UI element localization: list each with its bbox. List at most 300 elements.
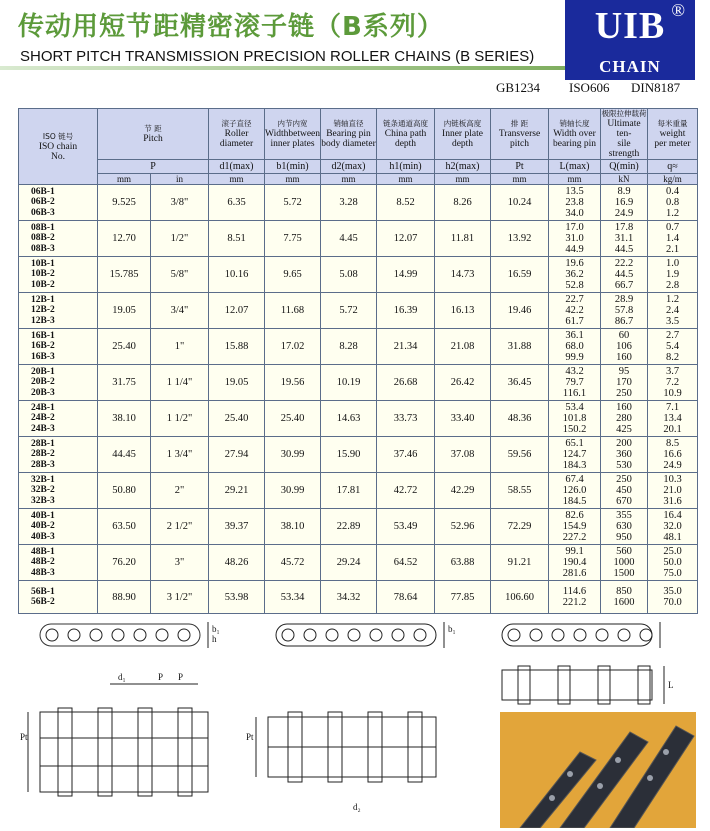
unit-transverse: mm bbox=[491, 174, 549, 185]
col-header-tensile-en2: sile strength bbox=[608, 139, 640, 159]
cell-tensile-line: 1000 bbox=[613, 557, 635, 568]
chain-row bbox=[19, 545, 698, 581]
cell-tensile-line: 160 bbox=[616, 402, 632, 413]
cell-pitch-in: 5/8" bbox=[151, 257, 209, 293]
chain-row bbox=[19, 185, 698, 221]
label-l: L bbox=[668, 680, 674, 690]
cell-iso-line: 48B-1 bbox=[31, 546, 55, 557]
cell-path-depth: 64.52 bbox=[377, 545, 435, 581]
cell-iso bbox=[19, 437, 98, 473]
cell-iso-line: 32B-1 bbox=[31, 474, 55, 485]
title-underline-bar bbox=[0, 66, 565, 70]
cell-plate-depth: 52.96 bbox=[435, 509, 491, 545]
col-header-pin bbox=[321, 109, 377, 160]
cell-path-depth: 12.07 bbox=[377, 221, 435, 257]
cell-plate-depth: 11.81 bbox=[435, 221, 491, 257]
cell-pin-length-line: 221.2 bbox=[562, 597, 587, 608]
cell-pitch-mm: 9.525 bbox=[98, 185, 151, 221]
cell-iso-line: 32B-2 bbox=[31, 485, 55, 496]
cell-iso-line: 56B-1 bbox=[31, 586, 55, 597]
col-header-roller-cn: 滚子直径 bbox=[221, 119, 252, 128]
cell-pin-length-line: 190.4 bbox=[562, 557, 587, 568]
cell-weight-line: 16.6 bbox=[663, 449, 682, 460]
cell-pin-length bbox=[549, 185, 601, 221]
cell-iso bbox=[19, 257, 98, 293]
cell-tensile bbox=[601, 581, 648, 614]
cell-tensile bbox=[601, 437, 648, 473]
col-header-weight-en2: per meter bbox=[654, 139, 691, 149]
col-header-roller-en1: Roller bbox=[224, 129, 249, 139]
cell-plate-depth: 8.26 bbox=[435, 185, 491, 221]
cell-weight-line: 75.0 bbox=[663, 568, 682, 579]
cell-path-depth: 33.73 bbox=[377, 401, 435, 437]
cell-pin-length-line: 43.2 bbox=[565, 366, 584, 377]
cell-roller-diameter: 39.37 bbox=[209, 509, 265, 545]
cell-tensile bbox=[601, 257, 648, 293]
col-header-inner-width-en1: Widthbetween bbox=[265, 129, 321, 139]
cell-pitch-mm: 44.45 bbox=[98, 437, 151, 473]
cell-iso-line: 48B-3 bbox=[31, 567, 55, 578]
cell-pin-length-line: 184.3 bbox=[562, 460, 587, 471]
cell-pin-length-line: 19.6 bbox=[565, 258, 584, 269]
cell-plate-depth: 21.08 bbox=[435, 329, 491, 365]
title-english: SHORT PITCH TRANSMISSION PRECISION ROLLER CHAINS (B SERIES) bbox=[20, 48, 535, 65]
cell-iso-line: 40B-1 bbox=[31, 510, 55, 521]
chain-row bbox=[19, 257, 698, 293]
chain-product-photo bbox=[500, 712, 696, 828]
cell-pin-diameter: 8.28 bbox=[321, 329, 377, 365]
cell-iso bbox=[19, 221, 98, 257]
cell-tensile-line: 8.9 bbox=[617, 186, 631, 197]
cell-tensile-line: 16.9 bbox=[614, 197, 634, 208]
label-h: h bbox=[212, 634, 217, 644]
cell-transverse-pitch: 91.21 bbox=[491, 545, 549, 581]
cell-inner-width: 19.56 bbox=[265, 365, 321, 401]
cell-plate-depth: 63.88 bbox=[435, 545, 491, 581]
col-header-tensile-en1: Ultimate ten- bbox=[607, 119, 641, 139]
cell-tensile-line: 44.5 bbox=[614, 244, 634, 255]
cell-pin-diameter: 14.63 bbox=[321, 401, 377, 437]
cell-iso-line: 28B-3 bbox=[31, 459, 55, 470]
col-header-plate-en1: Inner plate bbox=[442, 129, 483, 139]
cell-weight-line: 2.1 bbox=[665, 244, 680, 255]
cell-iso bbox=[19, 545, 98, 581]
uib-chain-logo bbox=[565, 0, 695, 80]
cell-pitch-in: 3/8" bbox=[151, 185, 209, 221]
cell-iso-line: 20B-2 bbox=[31, 377, 55, 388]
col-header-iso bbox=[19, 109, 98, 185]
label-d2: d₂ bbox=[353, 802, 361, 812]
chain-top-view-duplex bbox=[256, 712, 436, 782]
cell-inner-width: 25.40 bbox=[265, 401, 321, 437]
cell-tensile-line: 355 bbox=[616, 510, 632, 521]
cell-weight-line: 8.2 bbox=[665, 352, 680, 363]
cell-pin-length-line: 116.1 bbox=[562, 388, 587, 399]
chain-side-view-triplex bbox=[502, 622, 660, 648]
cell-pitch-in: 1 3/4" bbox=[151, 437, 209, 473]
cell-tensile-line: 86.7 bbox=[614, 316, 634, 327]
unit-plate: mm bbox=[435, 174, 491, 185]
col-header-plate bbox=[435, 109, 491, 160]
cell-weight-line: 1.0 bbox=[665, 258, 680, 269]
cell-pin-length bbox=[549, 437, 601, 473]
col-header-iso-cn: ISO 链号 bbox=[42, 131, 74, 141]
unit-pin: mm bbox=[321, 174, 377, 185]
cell-roller-diameter: 53.98 bbox=[209, 581, 265, 614]
cell-tensile-line: 57.8 bbox=[614, 305, 634, 316]
cell-pitch-mm: 12.70 bbox=[98, 221, 151, 257]
cell-transverse-pitch: 31.88 bbox=[491, 329, 549, 365]
cell-tensile bbox=[601, 473, 648, 509]
col-header-roller-en2: diameter bbox=[219, 139, 254, 149]
cell-transverse-pitch: 58.55 bbox=[491, 473, 549, 509]
unit-tensile: kN bbox=[601, 174, 648, 185]
chain-top-view-simplex bbox=[502, 666, 664, 704]
cell-pin-length bbox=[549, 581, 601, 614]
cell-pin-length-line: 126.0 bbox=[562, 485, 587, 496]
cell-iso-line: 24B-3 bbox=[31, 423, 55, 434]
cell-path-depth: 8.52 bbox=[377, 185, 435, 221]
cell-path-depth: 26.68 bbox=[377, 365, 435, 401]
cell-plate-depth: 37.08 bbox=[435, 437, 491, 473]
cell-inner-width: 30.99 bbox=[265, 473, 321, 509]
cell-pitch-in: 2 1/2" bbox=[151, 509, 209, 545]
cell-weight-line: 8.5 bbox=[665, 438, 680, 449]
chain-row bbox=[19, 473, 698, 509]
cell-weight-line: 1.2 bbox=[665, 294, 680, 305]
cell-tensile bbox=[601, 221, 648, 257]
cell-pin-diameter: 15.90 bbox=[321, 437, 377, 473]
col-header-inner-width bbox=[265, 109, 321, 160]
cell-pin-diameter: 4.45 bbox=[321, 221, 377, 257]
label-d1: d₁ bbox=[118, 672, 126, 682]
cell-roller-diameter: 29.21 bbox=[209, 473, 265, 509]
cell-weight-line: 3.7 bbox=[665, 366, 680, 377]
chain-row bbox=[19, 293, 698, 329]
cell-path-depth: 37.46 bbox=[377, 437, 435, 473]
col-header-roller bbox=[209, 109, 265, 160]
cell-tensile bbox=[601, 185, 648, 221]
cell-tensile-line: 850 bbox=[616, 586, 632, 597]
unit-pitch-in: in bbox=[151, 174, 209, 185]
cell-tensile-line: 106 bbox=[616, 341, 632, 352]
cell-pitch-in: 3 1/2" bbox=[151, 581, 209, 614]
cell-pin-length-line: 154.9 bbox=[562, 521, 587, 532]
cell-transverse-pitch: 72.29 bbox=[491, 509, 549, 545]
cell-path-depth: 14.99 bbox=[377, 257, 435, 293]
cell-weight-line: 7.2 bbox=[665, 377, 680, 388]
cell-tensile-line: 66.7 bbox=[614, 280, 634, 291]
standard-gb: GB1234 bbox=[496, 80, 541, 95]
cell-pin-length-line: 65.1 bbox=[565, 438, 584, 449]
cell-pin-length-line: 124.7 bbox=[562, 449, 587, 460]
cell-pin-length-line: 61.7 bbox=[565, 316, 584, 327]
title-chinese: 传动用短节距精密滚子链（B系列） bbox=[18, 12, 444, 42]
col-header-path-cn: 链条通道高度 bbox=[383, 119, 428, 128]
cell-path-depth: 16.39 bbox=[377, 293, 435, 329]
cell-iso-line: 56B-2 bbox=[31, 597, 55, 607]
cell-roller-diameter: 48.26 bbox=[209, 545, 265, 581]
cell-weight-line: 1.9 bbox=[665, 269, 680, 280]
cell-path-depth: 78.64 bbox=[377, 581, 435, 614]
cell-tensile-line: 95 bbox=[618, 366, 630, 377]
cell-weight bbox=[648, 401, 698, 437]
cell-transverse-pitch: 16.59 bbox=[491, 257, 549, 293]
chain-row bbox=[19, 329, 698, 365]
cell-pitch-mm: 38.10 bbox=[98, 401, 151, 437]
cell-tensile-line: 630 bbox=[616, 521, 632, 532]
cell-inner-width: 11.68 bbox=[265, 293, 321, 329]
cell-weight-line: 1.4 bbox=[665, 233, 680, 244]
cell-roller-diameter: 12.07 bbox=[209, 293, 265, 329]
cell-iso-line: 10B-2 bbox=[31, 279, 55, 290]
cell-inner-width: 30.99 bbox=[265, 437, 321, 473]
cell-tensile bbox=[601, 509, 648, 545]
cell-pin-length bbox=[549, 293, 601, 329]
cell-weight-line: 7.1 bbox=[665, 402, 680, 413]
cell-inner-width: 5.72 bbox=[265, 185, 321, 221]
col-header-inner-width-cn: 内节内宽 bbox=[277, 119, 308, 128]
cell-transverse-pitch: 106.60 bbox=[491, 581, 549, 614]
cell-weight-line: 10.3 bbox=[663, 474, 682, 485]
cell-weight-line: 25.0 bbox=[663, 546, 682, 557]
cell-pin-length bbox=[549, 221, 601, 257]
cell-weight bbox=[648, 581, 698, 614]
label-b1-simplex: b₁ bbox=[212, 624, 220, 634]
unit-weight: kg/m bbox=[648, 174, 698, 185]
cell-pitch-in: 3/4" bbox=[151, 293, 209, 329]
cell-weight-line: 0.4 bbox=[665, 186, 680, 197]
cell-weight-line: 50.0 bbox=[663, 557, 682, 568]
cell-weight-line: 3.5 bbox=[665, 316, 680, 327]
cell-pin-length bbox=[549, 401, 601, 437]
cell-pin-length-line: 17.0 bbox=[565, 222, 584, 233]
cell-pin-diameter: 3.28 bbox=[321, 185, 377, 221]
cell-iso-line: 24B-1 bbox=[31, 402, 55, 413]
cell-pin-length-line: 22.7 bbox=[565, 294, 584, 305]
cell-tensile-line: 1600 bbox=[613, 597, 635, 608]
symbol-tensile: Q(min) bbox=[601, 160, 648, 174]
symbol-transverse: Pt bbox=[491, 160, 549, 174]
cell-tensile bbox=[601, 401, 648, 437]
cell-inner-width: 9.65 bbox=[265, 257, 321, 293]
cell-iso bbox=[19, 293, 98, 329]
chain-spec-table-wrap bbox=[18, 108, 697, 608]
cell-weight bbox=[648, 545, 698, 581]
cell-tensile-line: 22.2 bbox=[614, 258, 634, 269]
cell-iso bbox=[19, 473, 98, 509]
col-header-pin-en1: Bearing pin bbox=[326, 129, 371, 139]
cell-pin-diameter: 29.24 bbox=[321, 545, 377, 581]
cell-pin-length bbox=[549, 329, 601, 365]
cell-iso-line: 16B-2 bbox=[31, 341, 55, 352]
cell-pin-length-line: 23.8 bbox=[565, 197, 584, 208]
cell-inner-width: 17.02 bbox=[265, 329, 321, 365]
cell-iso-line: 12B-1 bbox=[31, 294, 55, 305]
cell-weight bbox=[648, 365, 698, 401]
cell-tensile-line: 450 bbox=[616, 485, 632, 496]
cell-pin-length-line: 101.8 bbox=[562, 413, 587, 424]
cell-pin-length-line: 99.9 bbox=[565, 352, 584, 363]
cell-weight-line: 2.8 bbox=[665, 280, 680, 291]
cell-path-depth: 42.72 bbox=[377, 473, 435, 509]
chain-row bbox=[19, 581, 698, 614]
chain-row bbox=[19, 401, 698, 437]
cell-iso-line: 20B-1 bbox=[31, 366, 55, 377]
cell-tensile-line: 31.1 bbox=[614, 233, 634, 244]
cell-weight-line: 10.9 bbox=[663, 388, 682, 399]
spec-table-body bbox=[19, 185, 698, 614]
cell-pin-length-line: 53.4 bbox=[565, 402, 584, 413]
cell-plate-depth: 14.73 bbox=[435, 257, 491, 293]
symbol-weight: q≈ bbox=[648, 160, 698, 174]
cell-pitch-mm: 50.80 bbox=[98, 473, 151, 509]
cell-path-depth: 53.49 bbox=[377, 509, 435, 545]
col-header-transverse-en1: Transverse bbox=[498, 129, 541, 139]
cell-weight-line: 21.0 bbox=[663, 485, 682, 496]
col-header-weight-cn: 每米重量 bbox=[657, 119, 688, 128]
cell-iso bbox=[19, 509, 98, 545]
chain-side-view-duplex bbox=[276, 622, 444, 648]
cell-pin-length-line: 114.6 bbox=[562, 586, 587, 597]
symbol-roller: d1(max) bbox=[209, 160, 265, 174]
cell-tensile-line: 24.9 bbox=[614, 208, 634, 219]
cell-pitch-mm: 31.75 bbox=[98, 365, 151, 401]
label-b1-duplex: b₁ bbox=[448, 624, 456, 634]
col-header-path-en2: depth bbox=[394, 139, 417, 149]
cell-pin-length-line: 13.5 bbox=[565, 186, 584, 197]
cell-weight bbox=[648, 509, 698, 545]
standard-din: DIN8187 bbox=[631, 80, 681, 95]
cell-pin-length-line: 44.9 bbox=[565, 244, 584, 255]
cell-pin-length bbox=[549, 257, 601, 293]
col-header-path bbox=[377, 109, 435, 160]
cell-weight-line: 2.7 bbox=[665, 330, 680, 341]
cell-pin-diameter: 34.32 bbox=[321, 581, 377, 614]
cell-pin-length-line: 227.2 bbox=[562, 532, 587, 543]
cell-weight bbox=[648, 293, 698, 329]
col-header-plate-cn: 内链板高度 bbox=[443, 119, 482, 128]
cell-weight-line: 16.4 bbox=[663, 510, 682, 521]
cell-weight-line: 70.0 bbox=[663, 597, 682, 608]
standards-line bbox=[0, 80, 696, 102]
cell-pin-length-line: 150.2 bbox=[562, 424, 587, 435]
col-header-transverse bbox=[491, 109, 549, 160]
cell-iso-line: 10B-1 bbox=[31, 258, 55, 269]
cell-pin-length-line: 68.0 bbox=[565, 341, 584, 352]
label-pt-triplex: Pt bbox=[20, 732, 28, 742]
cell-iso-line: 06B-1 bbox=[31, 186, 55, 197]
cell-iso-line: 10B-2 bbox=[31, 269, 55, 280]
cell-iso-line: 20B-3 bbox=[31, 387, 55, 398]
cell-pitch-mm: 63.50 bbox=[98, 509, 151, 545]
cell-iso-line: 06B-2 bbox=[31, 197, 55, 208]
chain-row bbox=[19, 365, 698, 401]
cell-roller-diameter: 6.35 bbox=[209, 185, 265, 221]
unit-path: mm bbox=[377, 174, 435, 185]
chain-row bbox=[19, 437, 698, 473]
cell-tensile-line: 170 bbox=[616, 377, 632, 388]
cell-tensile-line: 670 bbox=[616, 496, 632, 507]
logo-registered-mark: ® bbox=[671, 0, 685, 20]
cell-tensile-line: 60 bbox=[618, 330, 630, 341]
cell-pitch-mm: 15.785 bbox=[98, 257, 151, 293]
cell-pin-length bbox=[549, 473, 601, 509]
cell-weight-line: 13.4 bbox=[663, 413, 682, 424]
cell-iso-line: 08B-2 bbox=[31, 233, 55, 244]
cell-tensile-line: 1500 bbox=[613, 568, 635, 579]
col-header-weight bbox=[648, 109, 698, 160]
cell-pitch-in: 2" bbox=[151, 473, 209, 509]
symbol-inner-width: b1(min) bbox=[265, 160, 321, 174]
logo-sub: CHAIN bbox=[599, 57, 661, 76]
cell-roller-diameter: 8.51 bbox=[209, 221, 265, 257]
cell-iso-line: 12B-2 bbox=[31, 305, 55, 316]
cell-tensile-line: 360 bbox=[616, 449, 632, 460]
cell-weight-line: 0.7 bbox=[665, 222, 680, 233]
col-header-plate-en2: depth bbox=[451, 139, 474, 149]
cell-plate-depth: 26.42 bbox=[435, 365, 491, 401]
cell-pitch-in: 3" bbox=[151, 545, 209, 581]
cell-pin-diameter: 10.19 bbox=[321, 365, 377, 401]
cell-tensile-line: 160 bbox=[616, 352, 632, 363]
cell-transverse-pitch: 19.46 bbox=[491, 293, 549, 329]
symbol-pitch: P bbox=[98, 160, 209, 174]
cell-tensile-line: 560 bbox=[616, 546, 632, 557]
unit-inner-width: mm bbox=[265, 174, 321, 185]
cell-plate-depth: 77.85 bbox=[435, 581, 491, 614]
cell-pitch-in: 1 1/2" bbox=[151, 401, 209, 437]
cell-tensile-line: 44.5 bbox=[614, 269, 634, 280]
col-header-pitch-en: Pitch bbox=[143, 134, 163, 144]
col-header-weight-en1: weight bbox=[659, 129, 686, 139]
cell-tensile-line: 280 bbox=[616, 413, 632, 424]
cell-iso bbox=[19, 365, 98, 401]
col-header-pitch bbox=[98, 109, 209, 160]
cell-transverse-pitch: 59.56 bbox=[491, 437, 549, 473]
cell-plate-depth: 16.13 bbox=[435, 293, 491, 329]
cell-weight bbox=[648, 437, 698, 473]
cell-pitch-mm: 88.90 bbox=[98, 581, 151, 614]
cell-roller-diameter: 25.40 bbox=[209, 401, 265, 437]
symbol-pin: d2(max) bbox=[321, 160, 377, 174]
cell-tensile-line: 425 bbox=[616, 424, 632, 435]
cell-pin-length-line: 52.8 bbox=[565, 280, 584, 291]
chain-row bbox=[19, 221, 698, 257]
unit-roller: mm bbox=[209, 174, 265, 185]
symbol-plate: h2(max) bbox=[435, 160, 491, 174]
logo-brand: UIB bbox=[594, 5, 666, 47]
chain-side-view-simplex bbox=[40, 622, 208, 648]
cell-weight-line: 48.1 bbox=[663, 532, 682, 543]
cell-weight-line: 0.8 bbox=[665, 197, 680, 208]
cell-tensile bbox=[601, 365, 648, 401]
cell-iso bbox=[19, 401, 98, 437]
unit-pitch-mm: mm bbox=[98, 174, 151, 185]
cell-pin-length-line: 99.1 bbox=[565, 546, 584, 557]
cell-weight-line: 20.1 bbox=[663, 424, 682, 435]
cell-tensile-line: 28.9 bbox=[614, 294, 634, 305]
cell-pin-length-line: 184.5 bbox=[562, 496, 587, 507]
chain-row bbox=[19, 509, 698, 545]
col-header-transverse-en2: pitch bbox=[510, 139, 529, 149]
cell-pin-length-line: 36.1 bbox=[565, 330, 584, 341]
cell-inner-width: 53.34 bbox=[265, 581, 321, 614]
cell-iso-line: 08B-3 bbox=[31, 243, 55, 254]
col-header-inner-width-en2: inner plates bbox=[270, 139, 315, 149]
cell-transverse-pitch: 13.92 bbox=[491, 221, 549, 257]
cell-iso bbox=[19, 329, 98, 365]
